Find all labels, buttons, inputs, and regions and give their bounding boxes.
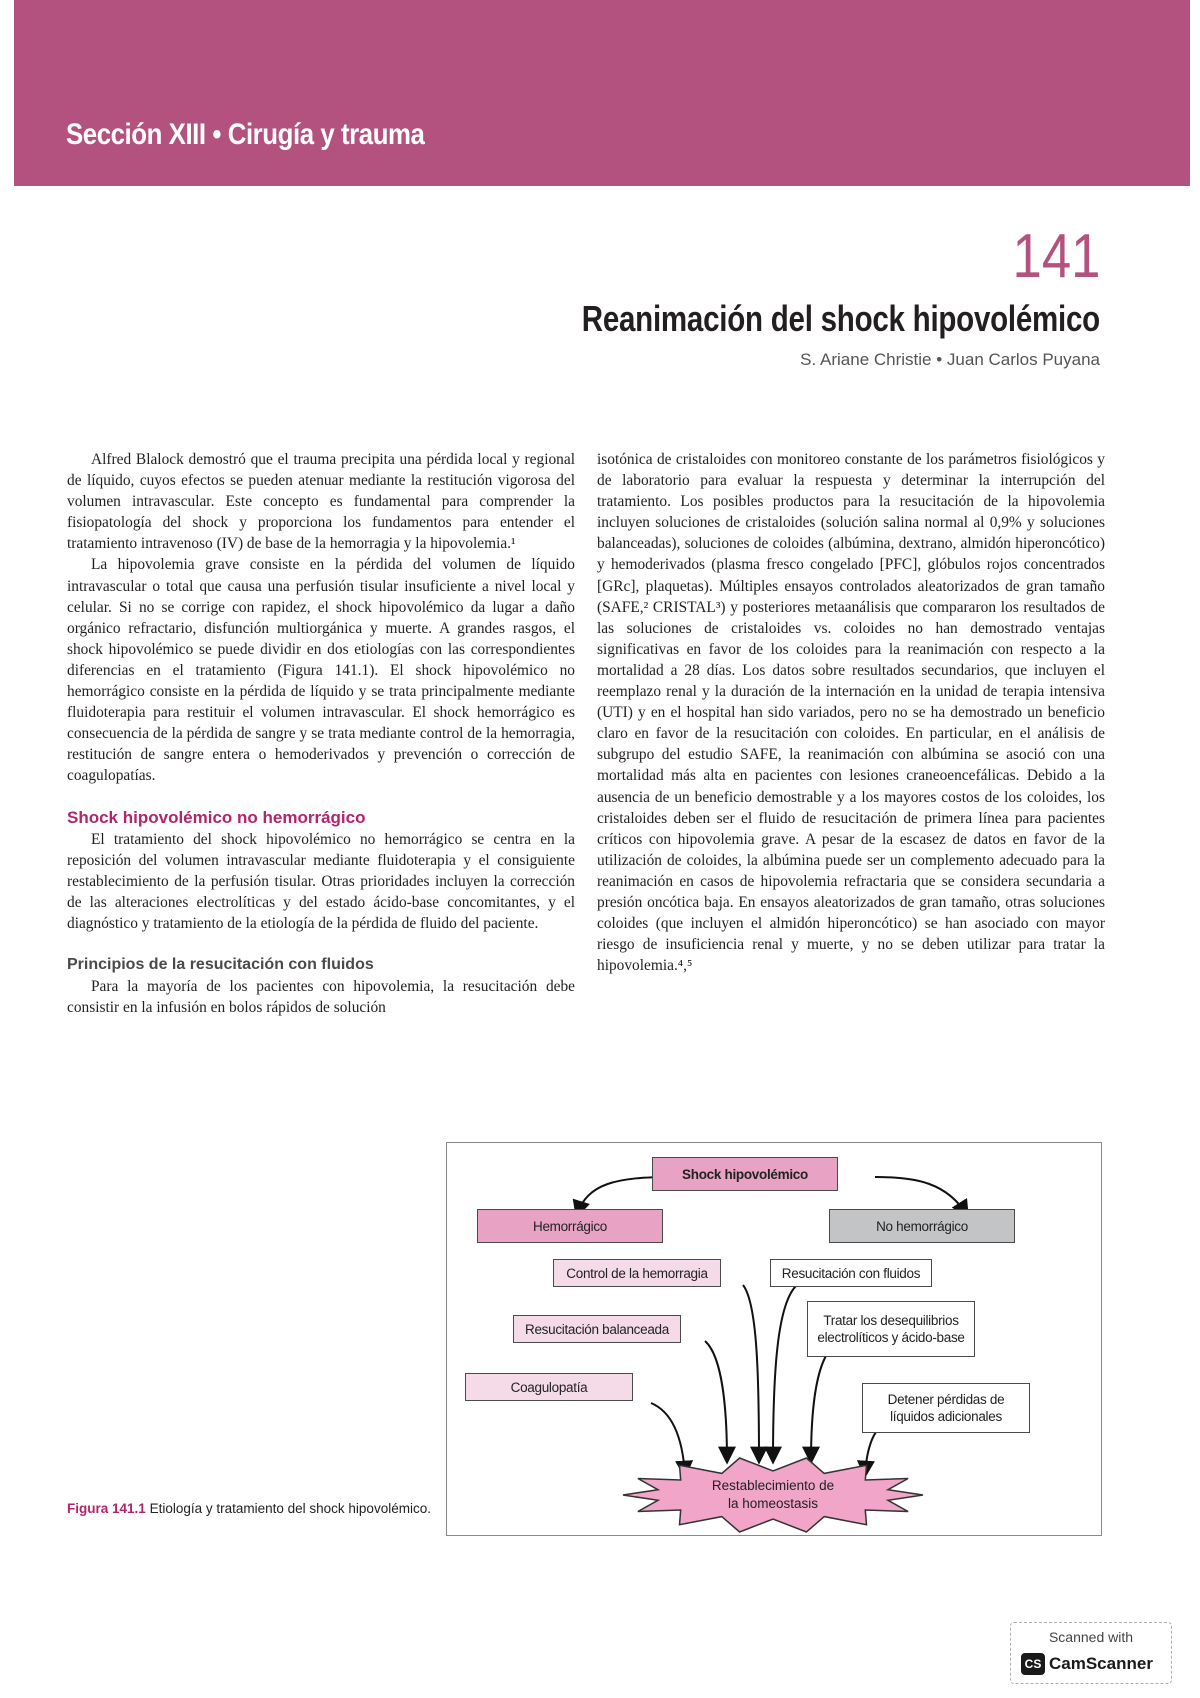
outcome-homeostasis: Restablecimiento de la homeostasis <box>711 1478 835 1511</box>
caption-label: Figura 141.1 <box>67 1501 146 1516</box>
section-title: Sección XIII • Cirugía y trauma <box>66 118 425 151</box>
flow-node-hemorragico: Hemorrágico <box>477 1209 663 1243</box>
arrow-fluidos-to-outcome <box>773 1285 797 1461</box>
body-column-left <box>67 449 575 1018</box>
camscanner-watermark <box>1010 1622 1172 1684</box>
header-band <box>14 0 1190 186</box>
paragraph: Para la mayoría de los pacientes con hipovolemia, la resucitación debe consistir en la infusión en bolos rápidos de solución <box>67 977 575 1017</box>
arrow-control-to-outcome <box>743 1285 759 1461</box>
paragraph: La hipovolemia grave consiste en la pérdida del volumen de líquido intravascular o total que causa una perfusión tisular insuficiente a nivel local y celular. Si no se corrige con rapidez, el shock hipovolémico da lugar a daño orgánico refractario, disfunción multiorgánica y muerte. A grandes rasgos, el shock hipovolémico se puede dividir en dos etiologías con las correspondientes diferencias en el tratamiento (Figura 141.1). El shock hipovolémico no hemorrágico consiste en la pérdida de líquido y se trata principalmente mediante fluidoterapia para restituir el volumen intravascular. El shock hemorrágico es consecuencia de la pérdida de sangre y se trata mediante control de la hemorragia, restitución de sangre entera o hemoderivados y prevención o corrección de coagulopatías. <box>67 556 575 785</box>
caption-text: Etiología y tratamiento del shock hipovolémico. <box>149 1501 431 1516</box>
camscanner-logo-icon: CS <box>1021 1653 1045 1675</box>
flow-node-desequilibrios: Tratar los desequilibrios electrolíticos y ácido-base <box>807 1301 975 1357</box>
arrow-balanceada-to-outcome <box>705 1341 727 1461</box>
flow-node-balanceada: Resucitación balanceada <box>513 1315 681 1343</box>
flow-node-root: Shock hipovolémico <box>652 1157 838 1191</box>
arrow-desequilibrios-to-outcome <box>811 1343 837 1461</box>
body-column-right <box>597 449 1105 976</box>
flow-node-no-hemorragico: No hemorrágico <box>829 1209 1015 1243</box>
chapter-title: Reanimación del shock hipovolémico <box>581 298 1100 339</box>
arrow-coagulopatia-to-outcome <box>651 1403 685 1475</box>
paragraph: El tratamiento del shock hipovolémico no hemorrágico se centra en la reposición del volumen intravascular mediante fluidoterapia y el consiguiente restablecimiento de la perfusión tisular. Otras prioridades incluyen la corrección de las alteraciones electrolíticas y del estado ácido-base concomitantes, y el diagnóstico y tratamiento de la etiología de la pérdida de fluido del paciente. <box>67 830 575 932</box>
paragraph: Alfred Blalock demostró que el trauma precipita una pérdida local y regional de líquido, cuyos efectos se pueden atenuar mediante la restitución vigorosa del volumen intravascular. Este concepto es fundamental para comprender la fisiopatología del shock y proporciona los fundamentos para entender el tratamiento intravenoso (IV) de base de la hemorragia y la hipovolemia.¹ <box>67 451 575 553</box>
flow-node-resucitacion-fluidos: Resucitación con fluidos <box>770 1259 932 1287</box>
watermark-brand: CamScanner <box>1049 1654 1153 1673</box>
watermark-line1: Scanned with <box>1048 1629 1134 1645</box>
section-heading: Shock hipovolémico no hemorrágico <box>67 807 366 827</box>
flow-node-coagulopatia: Coagulopatía <box>465 1373 633 1401</box>
chapter-number: 141 <box>1012 222 1100 291</box>
figure-flowchart <box>446 1142 1102 1536</box>
chapter-authors: S. Ariane Christie • Juan Carlos Puyana <box>800 350 1100 369</box>
paragraph: isotónica de cristaloides con monitoreo constante de los parámetros fisiológicos y de laboratorio para evaluar la respuesta y determinar la interrupción del tratamiento. Los posibles productos para la resucitación de la hipovolemia incluyen soluciones de cristaloides (solución salina normal al 0,9% y soluciones balanceadas), soluciones de coloides (albúmina, dextrano, almidón hiperoncótico) y hemoderivados (plasma fresco congelado [PFC], glóbulos rojos concentrados [GRc], plaquetas). Múltiples ensayos controlados aleatorizados de gran tamaño (SAFE,² CRISTAL³) y posteriores metaanálisis que compararon los resultados de las soluciones de cristaloides vs. coloides no han demostrado ventajas significativas en favor de los coloides para la reanimación con respecto a la mortalidad a 28 días. Los datos sobre resultados secundarios, que incluyen el reemplazo renal y la duración de la internación en la unidad de terapia intensiva (UTI) y en el hospital han sido variados, pero no se ha demostrado un beneficio claro en favor de la resucitación con coloides. En particular, en el análisis de subgrupo del estudio SAFE, la reanimación con albúmina se asoció con una mortalidad más alta en pacientes con lesiones craneoencefálicas. Debido a la ausencia de un beneficio demostrable y a los mayores costos de los coloides, los cristaloides deben ser el fluido de resucitación de primera línea para pacientes críticos con hipovolemia grave. A pesar de la escasez de datos en favor de la utilización de coloides, la albúmina puede ser un complemento adecuado para la reanimación en casos de hipovolemia refractaria que se considera secundaria a presión oncótica baja. En ensayos aleatorizados de gran tamaño, otras soluciones coloides (que incluyen el almidón hiperoncótico) se han asociado con mayor riesgo de insuficiencia renal y muerte, y no se deben utilizar para tratar la hipovolemia.⁴,⁵ <box>597 451 1105 975</box>
flow-node-control: Control de la hemorragia <box>553 1259 721 1287</box>
figure-caption <box>67 1500 437 1518</box>
subsection-heading: Principios de la resucitación con fluidos <box>67 955 374 973</box>
flow-node-perdidas: Detener pérdidas de líquidos adicionales <box>862 1383 1030 1433</box>
